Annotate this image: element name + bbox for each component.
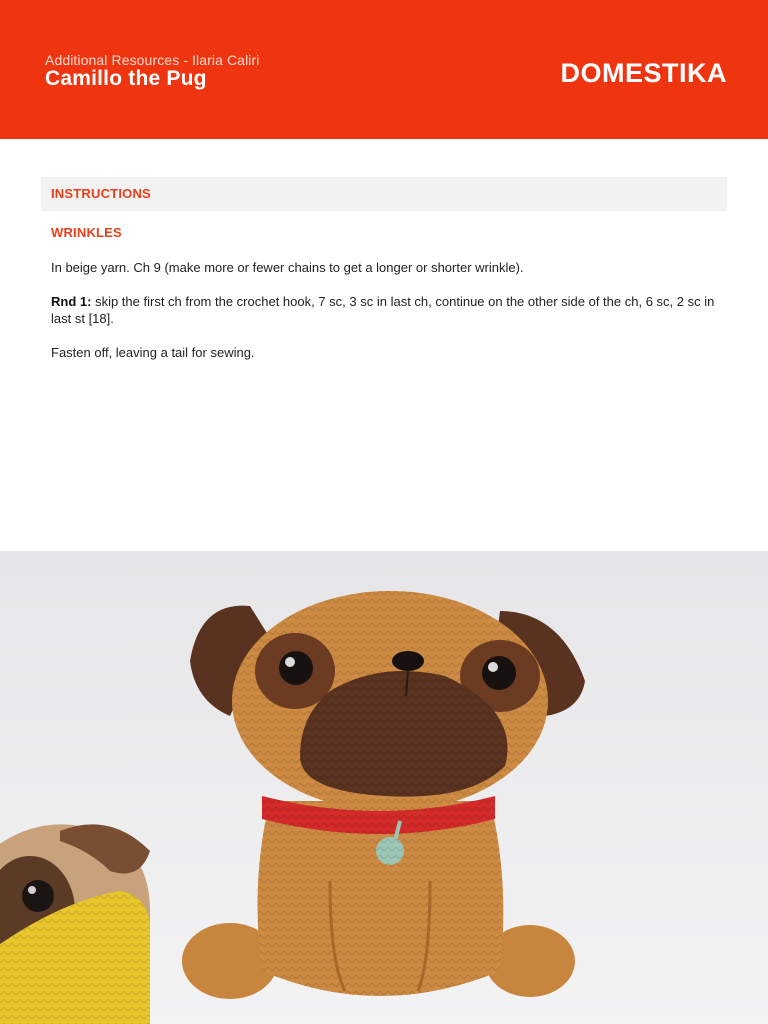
page-title: Camillo the Pug (45, 67, 207, 90)
instructions-heading: INSTRUCTIONS (51, 186, 151, 201)
instruction-paragraph: In beige yarn. Ch 9 (make more or fewer chains to get a longer or shorter wrinkle). (51, 260, 524, 275)
amigurumi-pug-photo (0, 551, 768, 1024)
round-1-paragraph (51, 293, 723, 327)
header-subtitle: Additional Resources - Ilaria Caliri (45, 52, 260, 68)
instructions-section-bar (41, 177, 727, 211)
second-pug-figure (0, 824, 150, 1024)
domestika-logo: DOMESTIKA (560, 58, 727, 88)
wrinkles-heading: WRINKLES (51, 225, 122, 240)
fasten-off-paragraph: Fasten off, leaving a tail for sewing. (51, 345, 255, 360)
header-banner (0, 0, 768, 139)
round-1-text: skip the first ch from the crochet hook, 7 sc, 3 sc in last ch, continue on the other side of the ch, 6 sc, 2 sc in last st [18]. (51, 294, 715, 326)
round-1-label: Rnd 1: (51, 294, 92, 309)
